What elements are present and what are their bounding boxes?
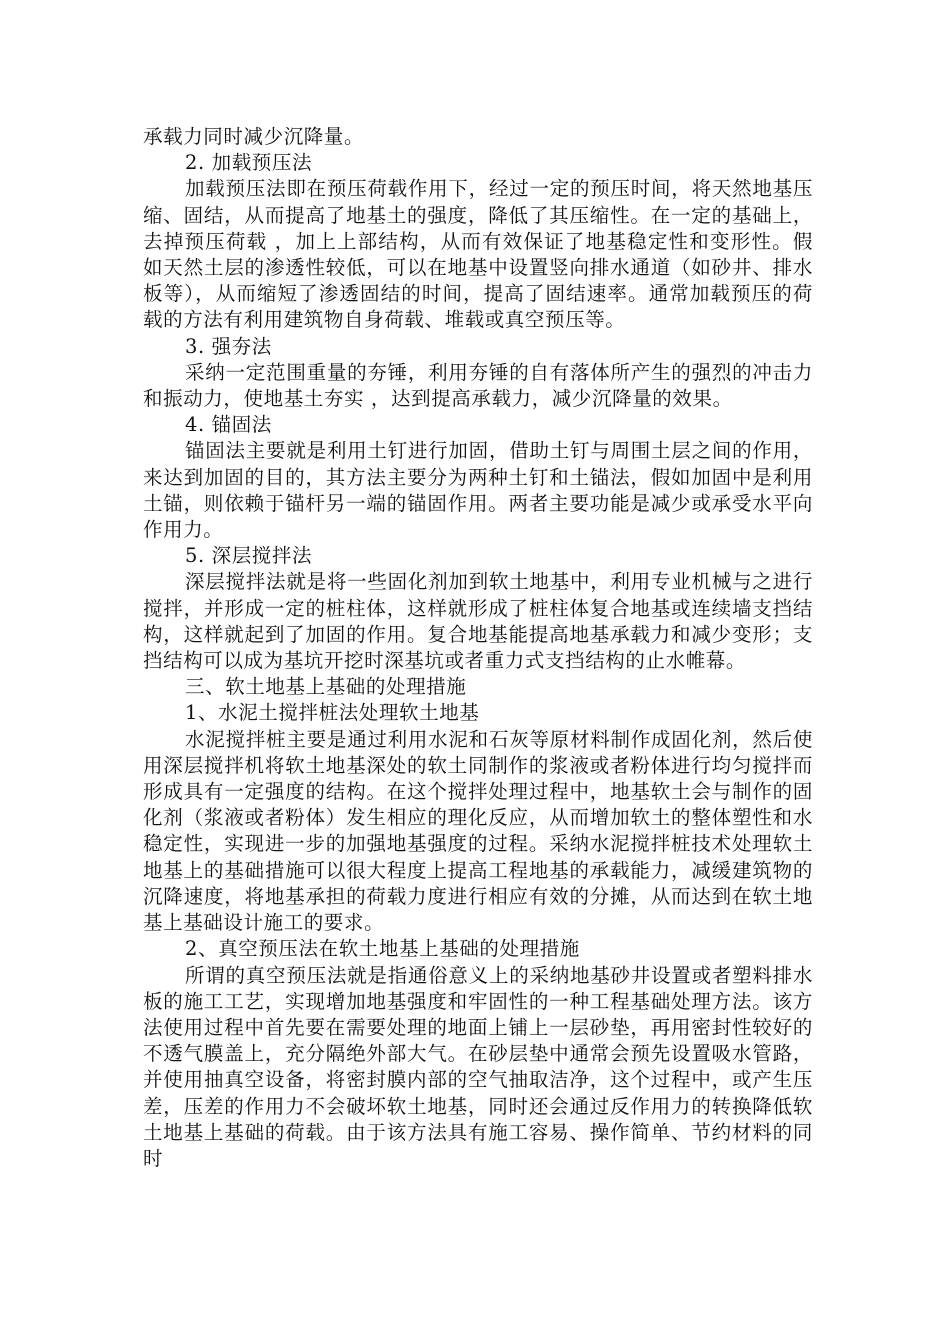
paragraph-dynamic-compaction: 采纳一定范围重量的夯锤，利用夯锤的自有落体所产生的强烈的冲击力和振动力，使地基土夯实 ，达到提高承载力，减少沉降量的效果。 (143, 360, 813, 411)
paragraph-vacuum-preloading: 所谓的真空预压法就是指通俗意义上的采纳地基砂井设置或者塑料排水板的施工工艺，实现增加地基强度和牢固性的一种工程基础处理方法。该方法使用过程中首先要在需要处理的地面上铺上一层砂垫，再用密封性较好的不透气膜盖上，充分隔绝外部大气。在砂层垫中通常会预先设置吸水管路，并使用抽真空设备，将密封膜内部的空气抽取洁净，这个过程中，或产生压差，压差的作用力不会破坏软土地基，同时还会通过反作用力的转换降低软土地基上基础的荷载。由于该方法具有施工容易、操作简单、节约材料的同时 (143, 963, 813, 1170)
chapter-heading-treatment-measures: 三、软土地基上基础的处理措施 (185, 675, 467, 699)
paragraph-continuation: 承载力同时减少沉降量。 (143, 125, 365, 148)
section-heading-anchoring: 4. 锚固法 (185, 413, 272, 437)
paragraph-cement-mixing-pile: 水泥搅拌桩主要是通过利用水泥和石灰等原材料制作成固化剂，然后使用深层搅拌机将软土地基深处的软土同制作的浆液或者粉体进行均匀搅拌而形成具有一定强度的结构。在这个搅拌处理过程中，地基软土会与制作的固化剂（浆液或者粉体）发生相应的理化反应，从而增加软土的整体塑性和水稳定性，实现进一步的加强地基强度的过程。采纳水泥搅拌桩技术处理软土地基上的基础措施可以很大程度上提高工程地基的承载能力，减缓建筑物的沉降速度，将地基承担的荷载力度进行相应有效的分摊，从而达到在软土地基上基础设计施工的要求。 (143, 727, 813, 935)
section-heading-dynamic-compaction: 3. 强夯法 (185, 334, 272, 358)
section-heading-deep-mixing: 5. 深层搅拌法 (185, 544, 313, 568)
paragraph-preloading: 加载预压法即在预压荷载作用下，经过一定的预压时间，将天然地基压缩、固结，从而提高了地基土的强度，降低了其压缩性。在一定的基础上，去掉预压荷载 ，加上上部结构，从而有效保证了地基稳定性和变形性。假如天然土层的渗透性较低，可以在地基中设置竖向排水通道（如砂井、排水板等），从而缩短了渗透固结的时间，提高了固结速率。通常加载预压的荷载的方法有利用建筑物自身荷载、堆载或真空预压等。 (143, 177, 813, 332)
paragraph-anchoring: 锚固法主要就是利用土钉进行加固，借助土钉与周围土层之间的作用，来达到加固的目的，其方法主要分为两种土钉和土锚法，假如加固中是利用土锚，则依赖于锚杆另一端的锚固作用。两者主要功能是减少或承受水平向作用力。 (143, 439, 813, 542)
section-heading-vacuum-preloading: 2、真空预压法在软土地基上基础的处理措施 (185, 937, 580, 961)
section-heading-cement-mixing-pile: 1、水泥土搅拌桩法处理软土地基 (185, 701, 480, 725)
document-page (143, 124, 813, 1172)
paragraph-deep-mixing: 深层搅拌法就是将一些固化剂加到软土地基中，利用专业机械与之进行搅拌，并形成一定的桩柱体，这样就形成了桩柱体复合地基或连续墙支挡结构，这样就起到了加固的作用。复合地基能提高地基承载力和减少变形；支挡结构可以成为基坑开挖时深基坑或者重力式支挡结构的止水帷幕。 (143, 570, 813, 673)
section-heading-preloading: 2. 加载预压法 (185, 151, 313, 175)
